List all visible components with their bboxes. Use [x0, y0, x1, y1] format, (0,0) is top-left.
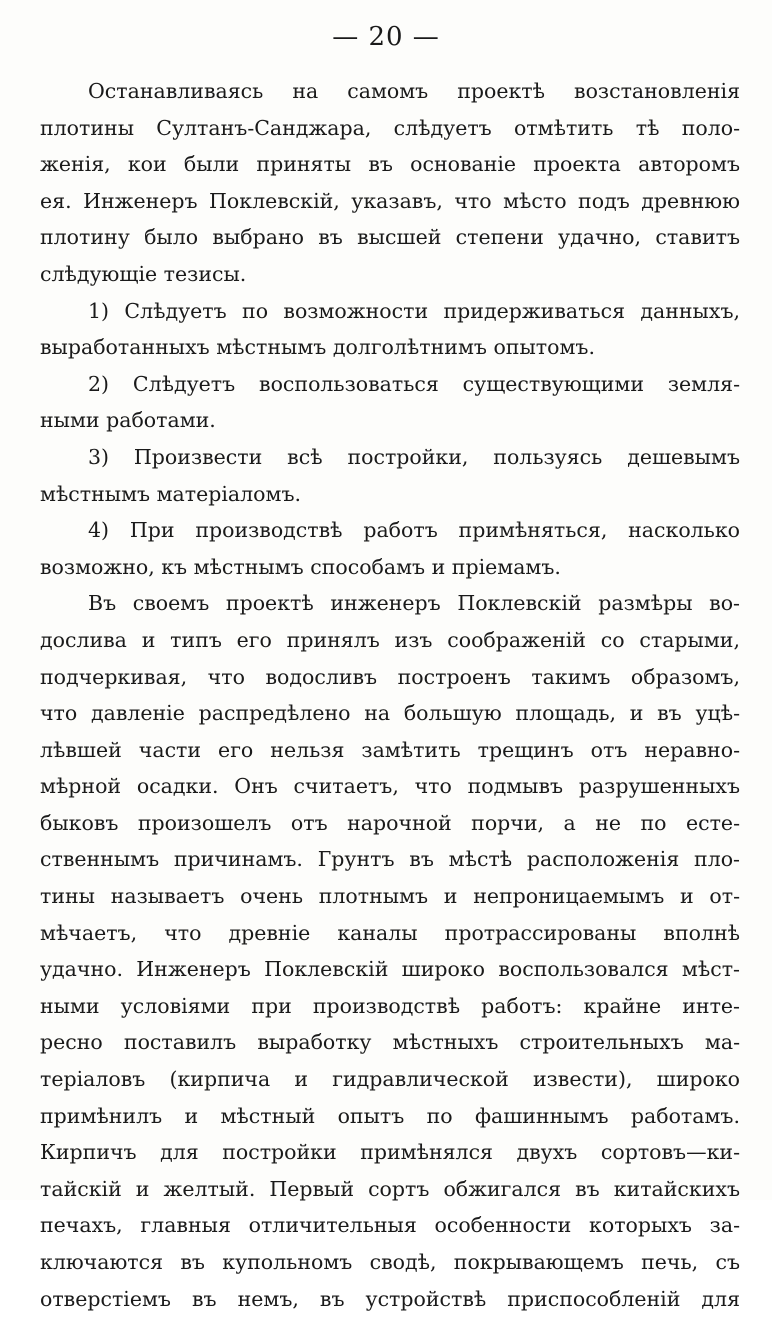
text-line: тайскій и желтый. Первый сортъ обжигался въ китайскихъ: [40, 1176, 740, 1201]
text-line: ными условіями при производствѣ работъ: крайне инте-: [40, 993, 740, 1018]
text-line: ственнымъ причинамъ. Грунтъ въ мѣстѣ расположенія пло-: [40, 847, 740, 872]
text-line: возможно, къ мѣстнымъ способамъ и пріемамъ.: [40, 554, 561, 579]
text-line: мѣчаетъ, что древніе каналы протрассированы вполнѣ: [40, 920, 740, 945]
text-line: печахъ, главныя отличительныя особенности которыхъ за-: [40, 1213, 740, 1238]
text-line: ными работами.: [40, 408, 216, 433]
text-line: Кирпичъ для постройки примѣнялся двухъ сортовъ—ки-: [40, 1140, 740, 1165]
text-line: женія, кои были приняты въ основаніе проекта авторомъ: [40, 152, 740, 177]
text-line: 4) При производствѣ работъ примѣняться, насколько: [88, 518, 740, 543]
text-line: лѣвшей части его нельзя замѣтить трещинъ отъ неравно-: [40, 737, 740, 762]
text-line: теріаловъ (кирпича и гидравлической извести), широко: [40, 1067, 740, 1092]
text-line: быковъ произошелъ отъ нарочной порчи, а не по есте-: [40, 810, 740, 835]
text-line: тины называетъ очень плотнымъ и непроницаемымъ и от-: [40, 884, 740, 909]
text-line: дослива и типъ его принялъ изъ соображеній со старыми,: [40, 627, 740, 652]
text-line: отверстіемъ въ немъ, въ устройствѣ приспособленій для: [40, 1286, 740, 1311]
text-line: удачно. Инженеръ Поклевскій широко воспользовался мѣст-: [40, 957, 740, 982]
text-line: ресно поставилъ выработку мѣстныхъ строительныхъ ма-: [40, 1030, 740, 1055]
page-number: — 20 —: [332, 22, 440, 52]
text-line: ключаются въ купольномъ сводѣ, покрывающемъ печь, съ: [40, 1250, 740, 1274]
text-line: 3) Произвести всѣ постройки, пользуясь дешевымъ: [88, 444, 740, 469]
text-line: ея. Инженеръ Поклевскій, указавъ, что мѣсто подъ древнюю: [40, 188, 740, 213]
text-line: плотину было выбрано въ высшей степени удачно, ставитъ: [40, 225, 740, 250]
text-line: Останавливаясь на самомъ проектѣ возстановленія: [88, 79, 740, 103]
text-line: примѣнилъ и мѣстный опытъ по фашиннымъ работамъ.: [40, 1103, 740, 1128]
text-line: Въ своемъ проектѣ инженеръ Поклевскій размѣры во-: [88, 591, 740, 616]
text-line: слѣдующіе тезисы.: [40, 261, 247, 286]
text-line: 1) Слѣдуетъ по возможности придерживаться данныхъ,: [88, 298, 740, 323]
text-line: что давленіе распредѣлено на большую площадь, и въ уцѣ-: [40, 701, 740, 726]
text-line: 2) Слѣдуетъ воспользоваться существующими земля-: [88, 371, 740, 396]
text-line: мѣстнымъ матеріаломъ.: [40, 481, 302, 506]
text-line: мѣрной осадки. Онъ считаетъ, что подмывъ разрушенныхъ: [40, 774, 740, 799]
text-line: плотины Султанъ-Санджара, слѣдуетъ отмѣтить тѣ поло-: [40, 115, 740, 140]
body-text: [40, 73, 740, 1317]
text-line: подчеркивая, что водосливъ построенъ такимъ образомъ,: [40, 664, 740, 689]
text-line: выработанныхъ мѣстнымъ долголѣтнимъ опытомъ.: [40, 335, 595, 360]
